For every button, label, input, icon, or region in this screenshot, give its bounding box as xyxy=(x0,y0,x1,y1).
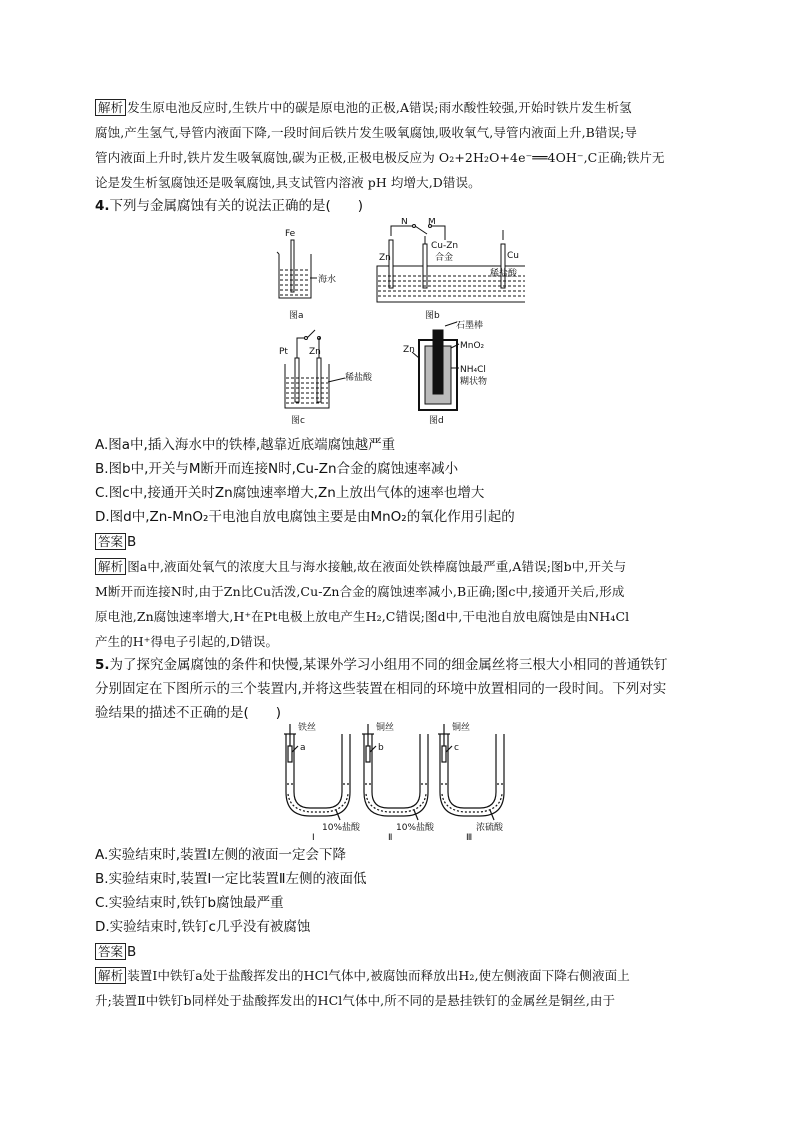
figure-a xyxy=(277,240,317,298)
fig-b-caption: 图b xyxy=(425,311,440,321)
q5-analysis-line: 升;装置Ⅱ中铁钉b同样处于盐酸挥发出的HCl气体中,所不同的是悬挂铁钉的金属丝是铜丝,由于 xyxy=(95,993,616,1008)
q3-analysis-line: 论是发生析氢腐蚀还是吸氧腐蚀,具支试管内溶液 pH 均增大,D错误。 xyxy=(95,175,481,190)
figure-b xyxy=(377,225,525,303)
u-tube-2 xyxy=(362,724,428,820)
fig-b-zn-label: Zn xyxy=(379,253,391,263)
fig-d-nh4cl-label: NH₄Cl xyxy=(460,365,486,375)
q5-option-d: D.实验结束时,铁钉c几乎没有被腐蚀 xyxy=(95,919,311,935)
fig-d-zn-label: Zn xyxy=(403,345,415,355)
fig-d-rod-label: 石墨棒 xyxy=(456,321,484,331)
figure-d xyxy=(412,322,459,410)
figure-c xyxy=(285,330,345,408)
q5-analysis-line: 解析 装置Ⅰ中铁钉a处于盐酸挥发出的HCl气体中,被腐蚀而释放出H₂,使左侧液面下降右侧液面上 xyxy=(95,967,630,984)
wire-label-1: 铁丝 xyxy=(298,723,317,733)
fig-a-fe-label: Fe xyxy=(285,229,296,239)
fig-c-liquid-label: 稀盐酸 xyxy=(345,373,373,383)
wire-label-3: 铜丝 xyxy=(452,723,471,733)
fig-d-caption: 图d xyxy=(429,416,444,426)
q4-option-c: C.图c中,接通开关时Zn腐蚀速率增大,Zn上放出气体的速率也增大 xyxy=(95,485,485,501)
q3-analysis-line: 腐蚀,产生氢气,导管内液面下降,一段时间后铁片发生吸氧腐蚀,吸收氧气,导管内液面上升,B错误;导 xyxy=(95,125,638,140)
fig-c-pt-label: Pt xyxy=(279,347,288,357)
q3-analysis-line: 解析 发生原电池反应时,生铁片中的碳是原电池的正极,A错误;雨水酸性较强,开始时铁片发生析氢 xyxy=(95,99,632,116)
q4-analysis-line: 产生的H⁺得电子引起的,D错误。 xyxy=(95,634,279,649)
q4-option-a: A.图a中,插入海水中的铁棒,越靠近底端腐蚀越严重 xyxy=(95,437,396,453)
fig-a-liquid-label: 海水 xyxy=(318,275,337,285)
device-label-2: Ⅱ xyxy=(388,833,393,842)
fig-b-alloy-label-2: 合金 xyxy=(435,253,454,263)
q5-option-a: A.实验结束时,装置Ⅰ左侧的液面一定会下降 xyxy=(95,847,347,863)
fig-c-zn-label: Zn xyxy=(309,347,321,357)
nail-label-a: a xyxy=(300,743,306,753)
analysis-tag: 解析 xyxy=(95,99,126,116)
liquid-label-3: 浓硫酸 xyxy=(476,823,504,833)
wire-label-2: 铜丝 xyxy=(376,723,395,733)
u-tube-1 xyxy=(284,724,350,820)
q3-analysis-line: 管内液面上升时,铁片发生吸氧腐蚀,碳为正极,正极电极反应为 O₂+2H₂O+4e⁻══4OH⁻,C正确;铁片无 xyxy=(95,150,665,165)
analysis-tag: 解析 xyxy=(95,967,126,984)
fig-c-caption: 图c xyxy=(291,416,305,426)
answer-tag: 答案 xyxy=(95,533,126,550)
q4-stem: 4.下列与金属腐蚀有关的说法正确的是( ) xyxy=(95,198,364,214)
fig-b-m-label: M xyxy=(428,218,436,227)
q5-option-c: C.实验结束时,铁钉b腐蚀最严重 xyxy=(95,895,284,911)
q4-analysis-line: M断开而连接N时,由于Zn比Cu活泼,Cu-Zn合金的腐蚀速率减小,B正确;图c中,接通开关后,形成 xyxy=(95,584,625,599)
q4-figures xyxy=(265,218,525,426)
device-label-1: Ⅰ xyxy=(312,833,315,842)
q5-answer: 答案 B xyxy=(95,943,136,961)
answer-tag: 答案 xyxy=(95,943,126,960)
u-tube-3 xyxy=(438,724,504,820)
fig-d-mno2-label: MnO₂ xyxy=(460,341,485,351)
q4-option-d: D.图d中,Zn-MnO₂干电池自放电腐蚀主要是由MnO₂的氧化作用引起的 xyxy=(95,509,515,525)
q4-analysis-line: 原电池,Zn腐蚀速率增大,H⁺在Pt电极上放电产生H₂,C错误;图d中,干电池自放电腐蚀是由NH₄Cl xyxy=(95,609,630,624)
fig-b-cu-label: Cu xyxy=(507,251,519,261)
q4-answer: 答案 B xyxy=(95,533,136,551)
fig-b-n-label: N xyxy=(401,218,408,227)
analysis-tag: 解析 xyxy=(95,558,126,575)
q5-figure xyxy=(280,720,520,842)
nail-label-b: b xyxy=(378,743,384,753)
q4-option-b: B.图b中,开关与M断开而连接N时,Cu-Zn合金的腐蚀速率减小 xyxy=(95,461,459,477)
q5-stem: 5.为了探究金属腐蚀的条件和快慢,某课外学习小组用不同的细金属丝将三根大小相同的普通铁钉 xyxy=(95,657,668,673)
q5-stem-line: 分别固定在下图所示的三个装置内,并将这些装置在相同的环境中放置相同的一段时间。下列对实 xyxy=(95,681,667,697)
q4-analysis-line: 解析 图a中,液面处氧气的浓度大且与海水接触,故在液面处铁棒腐蚀最严重,A错误;图b中,开关与 xyxy=(95,558,626,575)
liquid-label-2: 10%盐酸 xyxy=(396,823,435,833)
fig-b-liquid-label: 稀盐酸 xyxy=(490,269,518,279)
device-label-3: Ⅲ xyxy=(466,833,473,842)
q5-stem-line: 验结果的描述不正确的是( ) xyxy=(95,705,282,721)
nail-label-c: c xyxy=(454,743,459,753)
q5-option-b: B.实验结束时,装置Ⅰ一定比装置Ⅱ左侧的液面低 xyxy=(95,871,367,887)
fig-b-alloy-label: Cu-Zn xyxy=(431,241,459,251)
fig-d-paste-label: 糊状物 xyxy=(460,377,488,387)
liquid-label-1: 10%盐酸 xyxy=(322,823,361,833)
fig-a-caption: 图a xyxy=(289,311,304,321)
